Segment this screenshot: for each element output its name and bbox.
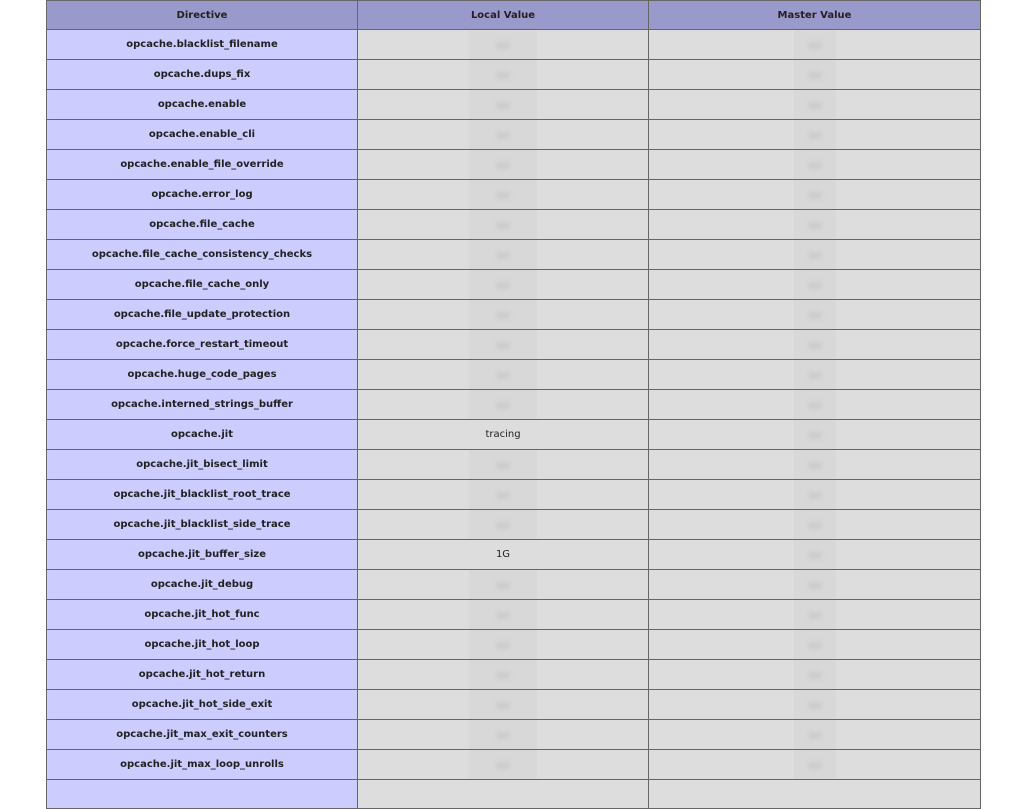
table-row	[47, 300, 981, 330]
local-value-cell	[358, 270, 649, 300]
redacted-value-block	[469, 60, 537, 89]
table-row	[47, 660, 981, 690]
directive-cell: opcache.file_cache	[47, 210, 358, 240]
redacted-value-block	[794, 720, 836, 749]
master-value-cell	[649, 510, 981, 540]
table-header-row	[47, 1, 981, 30]
directive-cell: opcache.jit	[47, 420, 358, 450]
directive-cell: opcache.jit_blacklist_side_trace	[47, 510, 358, 540]
local-value-cell	[358, 630, 649, 660]
directive-cell: opcache.blacklist_filename	[47, 30, 358, 60]
redacted-value-block	[469, 360, 537, 389]
local-value-cell	[358, 540, 649, 570]
table-row	[47, 720, 981, 750]
redacted-value-block	[794, 510, 836, 539]
master-value-cell	[649, 300, 981, 330]
directive-cell: opcache.jit_hot_loop	[47, 630, 358, 660]
redacted-value-block	[469, 330, 537, 359]
redacted-value-block	[794, 30, 836, 59]
directive-cell: opcache.interned_strings_buffer	[47, 390, 358, 420]
master-value-cell	[649, 420, 981, 450]
table-row	[47, 600, 981, 630]
directive-cell: opcache.enable_file_override	[47, 150, 358, 180]
redacted-value-block	[469, 660, 537, 689]
redacted-value-block	[794, 90, 836, 119]
table-row	[47, 420, 981, 450]
redacted-value-block	[469, 750, 537, 779]
redacted-value-block	[794, 480, 836, 509]
table-row	[47, 210, 981, 240]
redacted-value-block	[794, 600, 836, 629]
directive-cell: opcache.force_restart_timeout	[47, 330, 358, 360]
table-row	[47, 240, 981, 270]
table-body	[47, 30, 981, 809]
redacted-value-block	[469, 300, 537, 329]
local-value-cell	[358, 330, 649, 360]
local-value-cell	[358, 300, 649, 330]
local-value-cell	[358, 570, 649, 600]
local-value-cell	[358, 480, 649, 510]
master-value-cell	[649, 60, 981, 90]
master-value-cell	[649, 180, 981, 210]
redacted-value-block	[469, 210, 537, 239]
master-value-cell	[649, 630, 981, 660]
redacted-value-block	[794, 180, 836, 209]
master-value-cell	[649, 480, 981, 510]
redacted-value-block	[469, 240, 537, 269]
table-row	[47, 450, 981, 480]
table-row	[47, 360, 981, 390]
master-value-cell	[649, 270, 981, 300]
redacted-value-block	[469, 720, 537, 749]
directive-cell: opcache.jit_bisect_limit	[47, 450, 358, 480]
master-value-cell	[649, 390, 981, 420]
table-row	[47, 270, 981, 300]
directive-cell: opcache.jit_max_loop_unrolls	[47, 750, 358, 780]
redacted-value-block	[469, 630, 537, 659]
master-value-cell	[649, 540, 981, 570]
directive-cell	[47, 780, 358, 809]
redacted-value-block	[794, 450, 836, 479]
redacted-value-block	[794, 390, 836, 419]
local-value-text: tracing	[485, 429, 521, 440]
directive-cell: opcache.jit_buffer_size	[47, 540, 358, 570]
local-value-cell	[358, 210, 649, 240]
master-value-cell	[649, 210, 981, 240]
redacted-value-block	[794, 120, 836, 149]
directive-cell: opcache.enable	[47, 90, 358, 120]
local-value-cell	[358, 780, 649, 809]
directive-cell: opcache.jit_debug	[47, 570, 358, 600]
table-row	[47, 510, 981, 540]
table-row	[47, 690, 981, 720]
opcache-directives-table	[46, 0, 981, 809]
master-value-cell	[649, 600, 981, 630]
table-row	[47, 480, 981, 510]
local-value-cell	[358, 720, 649, 750]
directive-cell: opcache.file_update_protection	[47, 300, 358, 330]
master-value-cell	[649, 450, 981, 480]
local-value-cell	[358, 120, 649, 150]
table-row	[47, 330, 981, 360]
redacted-value-block	[469, 270, 537, 299]
local-value-cell	[358, 450, 649, 480]
directive-cell: opcache.dups_fix	[47, 60, 358, 90]
redacted-value-block	[794, 330, 836, 359]
local-value-cell	[358, 150, 649, 180]
local-value-cell	[358, 390, 649, 420]
redacted-value-block	[794, 420, 836, 449]
redacted-value-block	[794, 540, 836, 569]
master-value-cell	[649, 720, 981, 750]
master-value-cell	[649, 90, 981, 120]
master-value-cell	[649, 570, 981, 600]
redacted-value-block	[794, 630, 836, 659]
header-local-value: Local Value	[358, 1, 649, 30]
table-row	[47, 570, 981, 600]
redacted-value-block	[794, 270, 836, 299]
master-value-cell	[649, 330, 981, 360]
local-value-cell	[358, 510, 649, 540]
redacted-value-block	[794, 150, 836, 179]
redacted-value-block	[469, 90, 537, 119]
master-value-cell	[649, 240, 981, 270]
redacted-value-block	[469, 150, 537, 179]
table-row	[47, 390, 981, 420]
table-row	[47, 780, 981, 809]
redacted-value-block	[794, 690, 836, 719]
table-row	[47, 180, 981, 210]
redacted-value-block	[794, 300, 836, 329]
redacted-value-block	[794, 210, 836, 239]
local-value-cell	[358, 600, 649, 630]
redacted-value-block	[469, 180, 537, 209]
local-value-cell	[358, 750, 649, 780]
redacted-value-block	[469, 30, 537, 59]
redacted-value-block	[794, 360, 836, 389]
table-row	[47, 630, 981, 660]
table-row	[47, 30, 981, 60]
table-row	[47, 150, 981, 180]
redacted-value-block	[469, 510, 537, 539]
directive-cell: opcache.jit_hot_side_exit	[47, 690, 358, 720]
redacted-value-block	[469, 450, 537, 479]
local-value-cell	[358, 60, 649, 90]
redacted-value-block	[469, 480, 537, 509]
directive-cell: opcache.jit_blacklist_root_trace	[47, 480, 358, 510]
table-row	[47, 750, 981, 780]
master-value-cell	[649, 120, 981, 150]
local-value-cell	[358, 180, 649, 210]
local-value-cell	[358, 30, 649, 60]
local-value-cell	[358, 360, 649, 390]
directive-cell: opcache.file_cache_only	[47, 270, 358, 300]
master-value-cell	[649, 660, 981, 690]
local-value-cell	[358, 420, 649, 450]
local-value-cell	[358, 90, 649, 120]
local-value-cell	[358, 690, 649, 720]
table-row	[47, 540, 981, 570]
master-value-cell	[649, 750, 981, 780]
master-value-cell	[649, 30, 981, 60]
master-value-cell	[649, 690, 981, 720]
redacted-value-block	[794, 660, 836, 689]
redacted-value-block	[794, 750, 836, 779]
redacted-value-block	[469, 690, 537, 719]
redacted-value-block	[794, 60, 836, 89]
directive-cell: opcache.huge_code_pages	[47, 360, 358, 390]
master-value-cell	[649, 150, 981, 180]
local-value-cell	[358, 660, 649, 690]
master-value-cell	[649, 780, 981, 809]
redacted-value-block	[794, 240, 836, 269]
redacted-value-block	[469, 600, 537, 629]
directive-cell: opcache.jit_max_exit_counters	[47, 720, 358, 750]
redacted-value-block	[469, 120, 537, 149]
directive-cell: opcache.enable_cli	[47, 120, 358, 150]
redacted-value-block	[794, 570, 836, 599]
table-row	[47, 90, 981, 120]
local-value-text: 1G	[495, 549, 511, 560]
redacted-value-block	[469, 390, 537, 419]
local-value-cell	[358, 240, 649, 270]
directive-cell: opcache.jit_hot_return	[47, 660, 358, 690]
table-row	[47, 120, 981, 150]
directive-cell: opcache.error_log	[47, 180, 358, 210]
php-info-table-container	[46, 0, 980, 809]
directive-cell: opcache.jit_hot_func	[47, 600, 358, 630]
directive-cell: opcache.file_cache_consistency_checks	[47, 240, 358, 270]
header-directive: Directive	[47, 1, 358, 30]
table-row	[47, 60, 981, 90]
master-value-cell	[649, 360, 981, 390]
redacted-value-block	[469, 570, 537, 599]
header-master-value: Master Value	[649, 1, 981, 30]
